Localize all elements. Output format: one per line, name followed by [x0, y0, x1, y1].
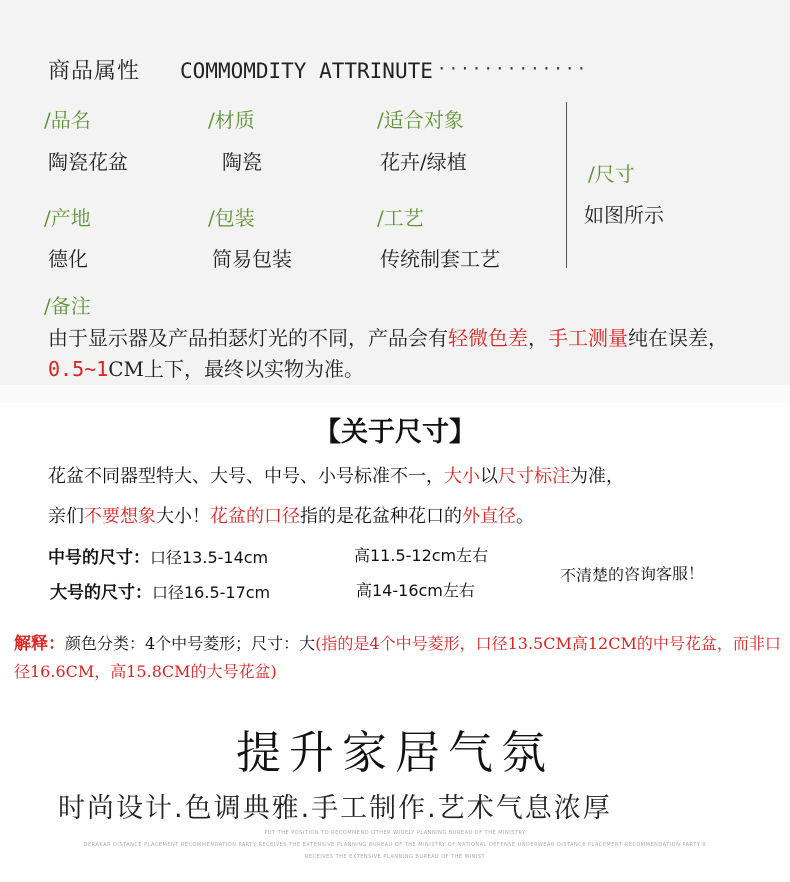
explanation-detail: (指的是4个中号菱形，口径13.5CM高12CM的中号花盆，而非口径16.6CM，高15.8CM的大号花盆)	[14, 634, 781, 681]
fine-print-1: PUT THE POSITION TO RECOMMEND OTHER WIDELY PLANNING BUREAU OF THE MINISTRY	[264, 830, 526, 836]
slogan: 提升家居气氛	[235, 726, 554, 779]
size-highlight: 花盆的口径	[210, 506, 300, 527]
note-label: /备注	[44, 294, 91, 318]
name-label: /品名	[44, 108, 91, 132]
note-part: ，	[528, 326, 548, 350]
target-value: 花卉/绿植	[380, 150, 467, 174]
size-highlight: 外直径	[462, 506, 516, 527]
large-size-height: 高14-16cm左右	[356, 581, 475, 600]
explanation-body: 颜色分类：4个中号菱形；尺寸：大	[65, 634, 316, 653]
medium-size-diameter: 口径13.5-14cm	[150, 548, 269, 567]
divider-line	[566, 102, 567, 268]
contact-service-note: 不清楚的咨询客服！	[559, 563, 705, 586]
explanation-head: 解释：	[14, 634, 65, 654]
note-part: 由于显示器及产品拍瑟灯光的不同，产品会有	[48, 326, 448, 350]
size-text: 以	[480, 466, 498, 487]
size-text: 大小！	[156, 506, 210, 527]
size-text: 花盆不同器型特大、大号、中号、小号标准不一，	[48, 466, 444, 487]
origin-value: 德化	[48, 247, 88, 271]
material-value: 陶瓷	[222, 150, 262, 174]
medium-size-height: 高11.5-12cm左右	[354, 546, 489, 565]
large-size-label: 大号的尺寸：	[50, 583, 152, 603]
target-label: /适合对象	[377, 108, 464, 132]
package-value: 简易包装	[212, 247, 292, 271]
note-highlight-range: 0.5~1	[48, 357, 109, 381]
attributes-title-en: COMMOMDITY ATTRINUTE	[180, 59, 433, 83]
large-size-row	[50, 578, 270, 603]
note-highlight-manual: 手工测量	[548, 326, 628, 350]
explanation-text	[14, 630, 784, 686]
section-gap	[0, 385, 790, 403]
medium-size-row	[48, 543, 268, 568]
size-text: 为准，	[570, 466, 624, 487]
slogan-subtitle: 时尚设计.色调典雅.手工制作.艺术气息浓厚	[58, 793, 612, 824]
size-text: 指的是花盆种花口的	[300, 506, 462, 527]
origin-label: /产地	[44, 206, 91, 230]
note-highlight-color-diff: 轻微色差	[448, 326, 528, 350]
size-text: 亲们	[48, 506, 84, 527]
craft-label: /工艺	[377, 206, 424, 230]
note-part: CM上下，最终以实物为准。	[108, 357, 364, 381]
size-title: 【关于尺寸】	[314, 417, 476, 448]
large-size-diameter: 口径16.5-17cm	[152, 583, 271, 602]
material-label: /材质	[208, 108, 255, 132]
size-highlight: 大小	[444, 466, 480, 487]
package-label: /包装	[208, 206, 255, 230]
attributes-heading	[48, 54, 588, 85]
size-line-2	[48, 502, 534, 528]
size-value: 如图所示	[584, 203, 664, 227]
size-highlight: 尺寸标注	[498, 466, 570, 487]
fine-print-3: RECEIVES THE EXTENSIVE PLANNING BUREAU OF THE MINIST	[304, 854, 485, 860]
craft-value: 传统制套工艺	[380, 247, 500, 271]
title-dots: ·············	[436, 59, 589, 78]
medium-size-label: 中号的尺寸：	[48, 548, 150, 568]
size-highlight: 不要想象	[84, 506, 156, 527]
name-value: 陶瓷花盆	[48, 150, 128, 174]
size-label: /尺寸	[588, 162, 635, 186]
note-text	[48, 323, 770, 385]
note-part: 纯在误差，	[628, 326, 728, 350]
fine-print-2: DERAKAR DISTANCE PLACEMENT RECOMMENDATION PARTY RECEIVES THE EXTENSIVE PLANNING BUREAU OF THE MINISTRY OF NATIONAL DEFENSE UNDERWEAR DISTANCE PLACEMENT RECOMMENDATION PARTY R	[83, 842, 707, 848]
size-text: 。	[516, 506, 534, 527]
attributes-title-cn: 商品属性	[48, 59, 141, 84]
size-line-1	[48, 462, 624, 488]
